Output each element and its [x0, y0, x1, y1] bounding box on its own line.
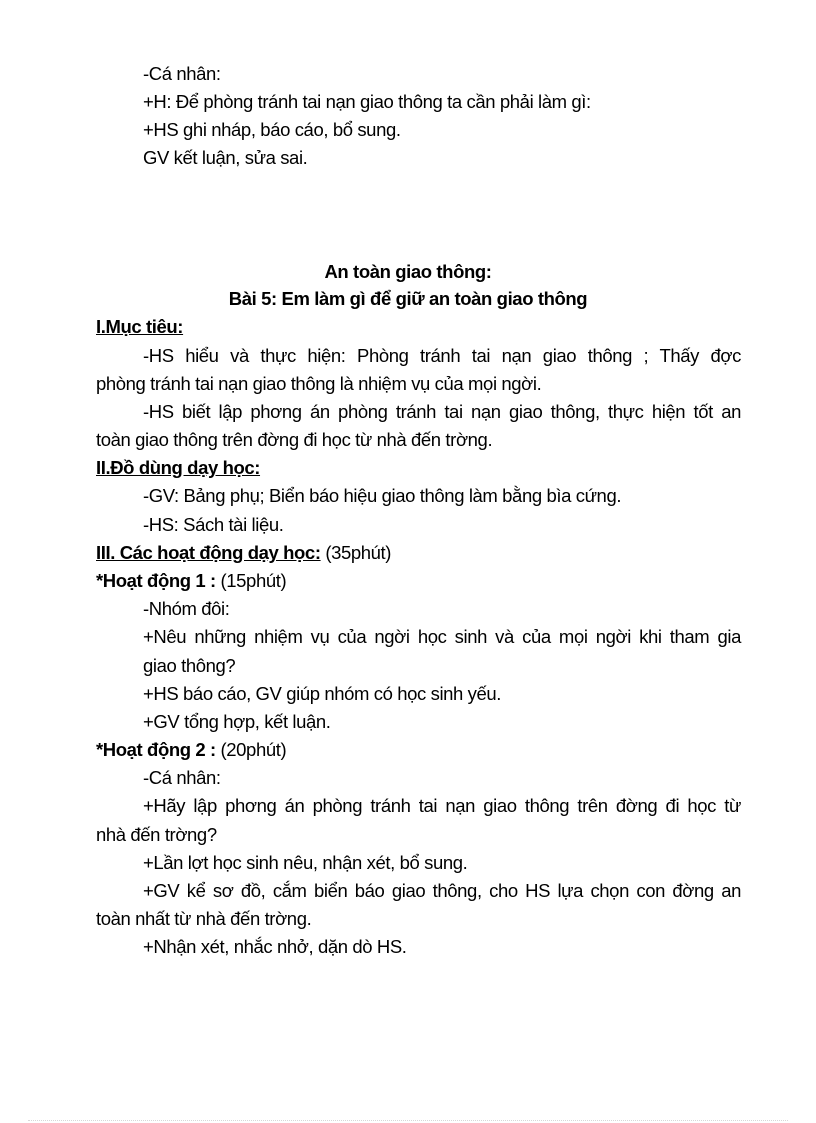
materials-hs: -HS: Sách tài liệu. [143, 514, 284, 535]
section-heading-do-dung: II.Đồ dùng dạy học: [96, 457, 261, 478]
activity-2-line-5: +Nhận xét, nhắc nhở, dặn dò HS. [143, 936, 407, 957]
activity-1-heading [96, 569, 286, 593]
title-line-1: An toàn giao thông: [324, 261, 492, 282]
section-heading-hoat-dong-label: III. Các hoạt động dạy học: [96, 542, 321, 563]
activity-2-heading [96, 738, 286, 762]
top-line-4: GV kết luận, sửa sai. [143, 147, 308, 168]
activity-1-time: (15phút) [215, 570, 287, 591]
objective-line-1a: -HS hiểu và thực hiện: Phòng tránh tai nạn giao thông ; Thấy đợc [143, 345, 741, 366]
activity-2-label: *Hoạt động 2 : [96, 739, 216, 760]
activity-1-line-2b: giao thông? [143, 655, 236, 676]
activity-2-time: (20phút) [215, 739, 287, 760]
activity-1-line-1: -Nhóm đôi: [143, 598, 230, 619]
activity-2-line-1: -Cá nhân: [143, 767, 221, 788]
section-heading-hoat-dong [96, 541, 391, 565]
activity-1-line-3: +HS báo cáo, GV giúp nhóm có học sinh yếu. [143, 683, 502, 704]
materials-gv: -GV: Bảng phụ; Biển báo hiệu giao thông làm bằng bìa cứng. [143, 485, 622, 506]
objective-line-2a: -HS biết lập phơng án phòng tránh tai nạn giao thông, thực hiện tốt an [143, 401, 741, 422]
activity-2-line-2b: nhà đến trờng? [96, 824, 217, 845]
top-line-2: +H: Để phòng tránh tai nạn giao thông ta cần phải làm gì: [143, 91, 591, 112]
title-line-2: Bài 5: Em làm gì để giữ an toàn giao thông [228, 288, 588, 309]
activity-1-line-4: +GV tổng hợp, kết luận. [143, 711, 331, 732]
top-line-3: +HS ghi nháp, báo cáo, bổ sung. [143, 119, 401, 140]
activity-1-line-2a: +Nêu những nhiệm vụ của ngời học sinh và của mọi ngời khi tham gia [143, 626, 741, 647]
top-line-1: -Cá nhân: [143, 63, 221, 84]
objective-line-1b: phòng tránh tai nạn giao thông là nhiệm vụ của mọi ngời. [96, 373, 542, 394]
activity-2-line-3: +Lần lợt học sinh nêu, nhận xét, bổ sung. [143, 852, 468, 873]
activity-2-line-4b: toàn nhất từ nhà đến trờng. [96, 908, 312, 929]
activity-2-line-4a: +GV kể sơ đồ, cắm biển báo giao thông, cho HS lựa chọn con đờng an [143, 880, 741, 901]
section-heading-muc-tieu: I.Mục tiêu: [96, 316, 184, 337]
section-heading-hoat-dong-time: (35phút) [320, 542, 392, 563]
activity-2-line-2a: +Hãy lập phơng án phòng tránh tai nạn giao thông trên đờng đi học từ [143, 795, 741, 816]
objective-line-2b: toàn giao thông trên đờng đi học từ nhà đến trờng. [96, 429, 493, 450]
activity-1-label: *Hoạt động 1 : [96, 570, 216, 591]
page-bottom-divider [28, 1120, 788, 1121]
